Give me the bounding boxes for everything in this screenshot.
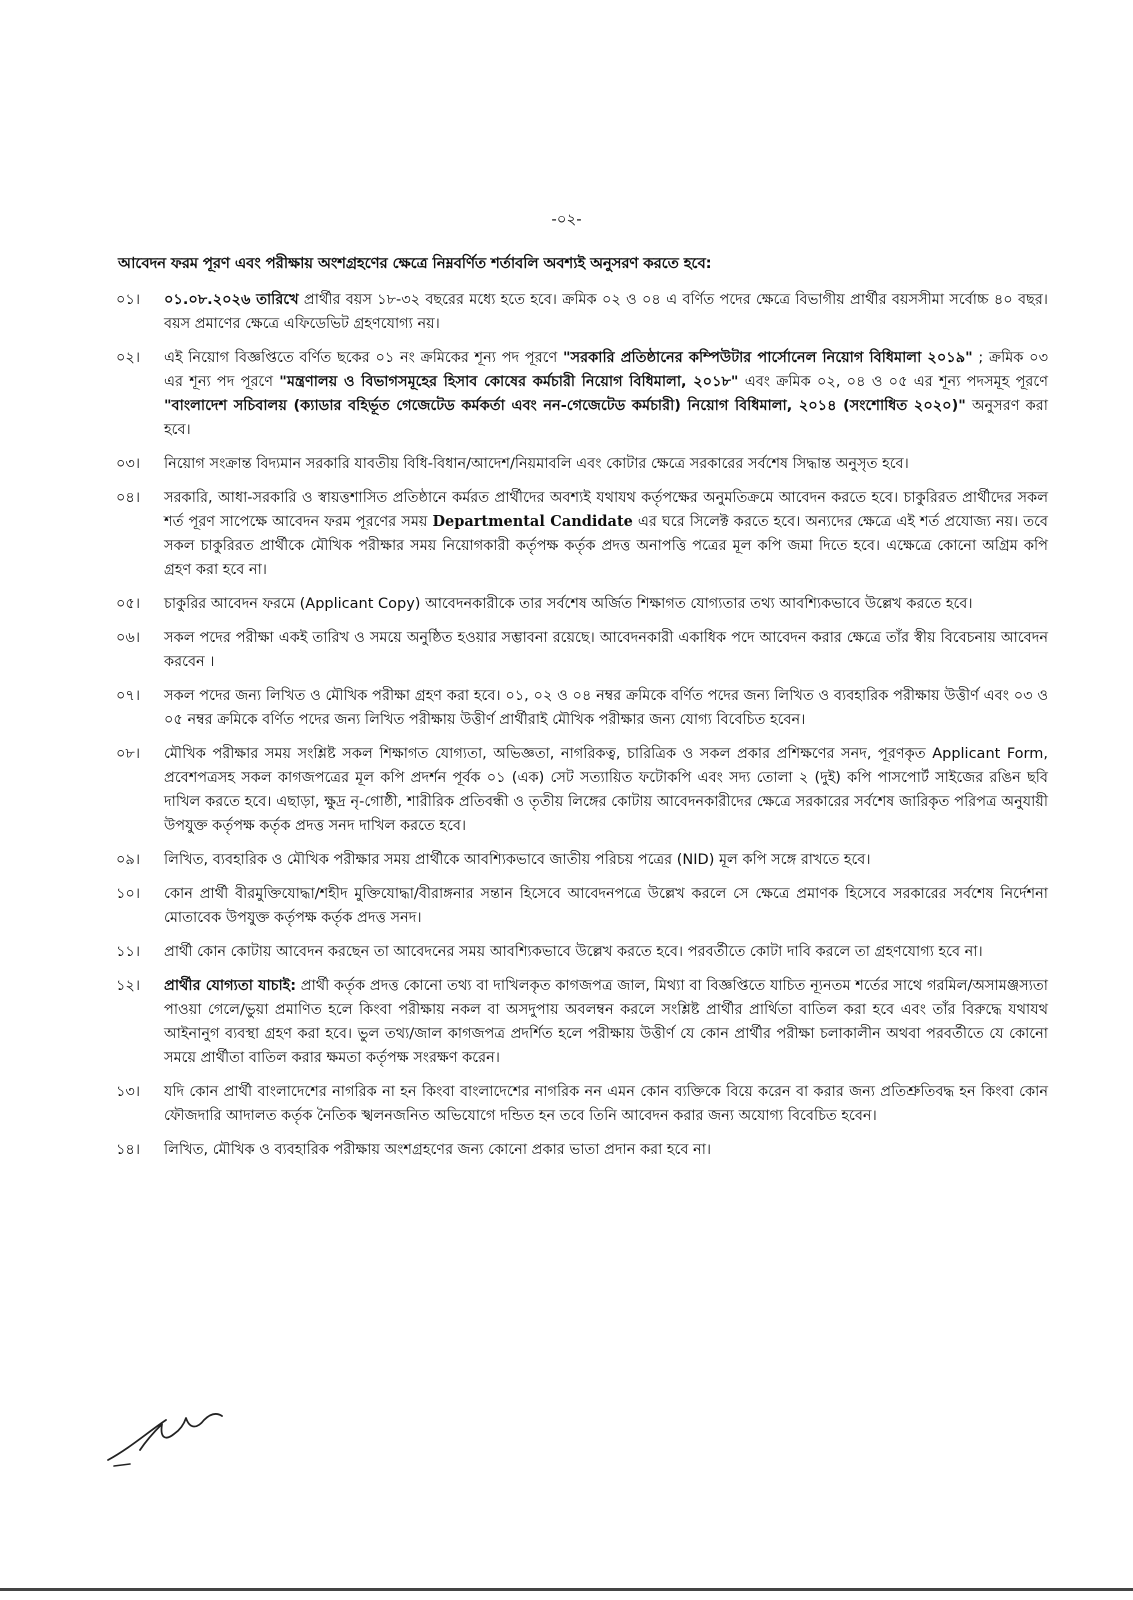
condition-item-05 bbox=[116, 592, 1048, 616]
item-number: ০২। bbox=[116, 350, 141, 366]
page-number: -০২- bbox=[551, 210, 582, 228]
condition-item-04 bbox=[116, 486, 1048, 582]
item-body: ; ক্রমিক ০৩ এর শূন্য পদ পূরণে bbox=[164, 350, 1048, 390]
item-number: ০৮। bbox=[116, 746, 141, 762]
item-text bbox=[164, 346, 1048, 442]
item-body: এর ঘরে সিলেক্ট করতে হবে। অন্যদের ক্ষেত্রে এই শর্ত প্রযোজ্য নয়। তবে সকল চাকুরিরত প্রার্থীকে মৌখিক পরীক্ষার সময় নিয়োগকারী কর্তৃপক্ষ কর্তৃক প্রদত্ত অনাপত্তি পত্রের মূল কপি জমা দিতে হবে। এক্ষেত্রে কোনো অগ্রিম কপি গ্রহণ করা হবে না। bbox=[164, 514, 1048, 578]
bold-rule-name: "বাংলাদেশ সচিবালয় (ক্যাডার বহির্ভূত গেজেটেড কর্মকর্তা এবং নন-গেজেটেড কর্মচারী) নিয়োগ বিধিমালা, ২০১৪ (সংশোধিত ২০২০)" bbox=[164, 398, 966, 414]
bold-date: ০১.০৮.২০২৬ তারিখে bbox=[164, 292, 299, 308]
condition-item-09 bbox=[116, 848, 1048, 872]
item-body: প্রার্থীর বয়স ১৮-৩২ বছরের মধ্যে হতে হবে। ক্রমিক ০২ ও ০৪ এ বর্ণিত পদের ক্ষেত্রে বিভাগীয় প্রার্থীর বয়সসীমা সর্বোচ্চ ৪০ বছর। বয়স প্রমাণের ক্ষেত্রে এফিডেভিট গ্রহণযোগ্য নয়। bbox=[164, 292, 1048, 332]
bold-rule-name: "সরকারি প্রতিষ্ঠানের কম্পিউটার পার্সোনেল নিয়োগ বিধিমালা ২০১৯" bbox=[562, 350, 973, 366]
condition-item-13 bbox=[116, 1080, 1048, 1128]
bold-eligibility-title: প্রার্থীর যোগ্যতা যাচাই: bbox=[164, 978, 297, 994]
condition-item-10 bbox=[116, 882, 1048, 930]
item-text: লিখিত, ব্যবহারিক ও মৌখিক পরীক্ষার সময় প্রার্থীকে আবশ্যিকভাবে জাতীয় পরিচয় পত্রের (NID) মূল কপি সঙ্গে রাখতে হবে। bbox=[164, 852, 871, 868]
condition-item-01 bbox=[116, 288, 1048, 336]
item-number: ০৩। bbox=[116, 456, 141, 472]
item-text bbox=[164, 288, 1048, 336]
item-text bbox=[164, 486, 1048, 582]
item-number: ০৫। bbox=[116, 596, 141, 612]
bold-departmental-candidate: Departmental Candidate bbox=[432, 513, 633, 530]
item-body: এই নিয়োগ বিজ্ঞপ্তিতে বর্ণিত ছকের ০১ নং ক্রমিকের শূন্য পদ পূরণে bbox=[164, 350, 563, 366]
condition-item-07 bbox=[116, 684, 1048, 732]
signature-scribble bbox=[100, 1390, 240, 1470]
item-number: ১০। bbox=[116, 886, 141, 902]
conditions-heading: আবেদন ফরম পূরণ এবং পরীক্ষায় অংশগ্রহণের ক্ষেত্রে নিম্নবর্ণিত শর্তাবলি অবশ্যই অনুসরণ করতে হবে: bbox=[118, 254, 712, 272]
item-number: ১২। bbox=[116, 978, 141, 994]
item-text: চাকুরির আবেদন ফরমে (Applicant Copy) আবেদনকারীকে তার সর্বশেষ অর্জিত শিক্ষাগত যোগ্যতার তথ্য আবশ্যিকভাবে উল্লেখ করতে হবে। bbox=[164, 596, 973, 612]
condition-item-12 bbox=[116, 974, 1048, 1070]
item-text: কোন প্রার্থী বীরমুক্তিযোদ্ধা/শহীদ মুক্তিযোদ্ধা/বীরাঙ্গনার সন্তান হিসেবে আবেদনপত্রে উল্লেখ করলে সে ক্ষেত্রে প্রমাণক হিসেবে সরকারের সর্বশেষ নির্দেশনা মোতাবেক উপযুক্ত কর্তৃপক্ষ কর্তৃক প্রদত্ত সনদ। bbox=[164, 886, 1048, 926]
item-number: ০৭। bbox=[116, 688, 141, 704]
item-body: অনুসরণ করা হবে। bbox=[164, 398, 1048, 438]
scan-bottom-edge bbox=[0, 1588, 1133, 1591]
item-number: ০৯। bbox=[116, 852, 141, 868]
conditions-list bbox=[116, 288, 1048, 1172]
bold-rule-name: "মন্ত্রণালয় ও বিভাগসমূহের হিসাব কোষের কর্মচারী নিয়োগ বিধিমালা, ২০১৮" bbox=[279, 374, 739, 390]
item-body: সরকারি, আধা-সরকারি ও স্বায়ত্তশাসিত প্রতিষ্ঠানে কর্মরত প্রার্থীদের অবশ্যই যথাযথ কর্তৃপক্ষের অনুমতিক্রমে আবেদন করতে হবে। চাকুরিরত প্রার্থীদের সকল শর্ত পূরণ সাপেক্ষে আবেদন ফরম পূরণের সময় bbox=[164, 490, 1048, 530]
item-text bbox=[164, 974, 1048, 1070]
item-number: ১৪। bbox=[116, 1142, 141, 1158]
condition-item-06 bbox=[116, 626, 1048, 674]
item-text: মৌখিক পরীক্ষার সময় সংশ্লিষ্ট সকল শিক্ষাগত যোগ্যতা, অভিজ্ঞতা, নাগরিকত্ব, চারিত্রিক ও সকল প্রকার প্রশিক্ষণের সনদ, পূরণকৃত Applicant Form, প্রবেশপত্রসহ সকল কাগজপত্রের মূল কপি প্রদর্শন পূর্বক ০১ (এক) সেট সত্যায়িত ফটোকপি এবং সদ্য তোলা ২ (দুই) কপি পাসপোর্ট সাইজের রঙিন ছবি দাখিল করতে হবে। এছাড়া, ক্ষুদ্র নৃ-গোষ্ঠী, শারীরিক প্রতিবন্ধী ও তৃতীয় লিঙ্গের কোটায় আবেদনকারীদের ক্ষেত্রে সরকারের সর্বশেষ জারিকৃত পরিপত্র অনুযায়ী উপযুক্ত কর্তৃপক্ষ কর্তৃক প্রদত্ত সনদ দাখিল করতে হবে। bbox=[164, 746, 1048, 834]
item-number: ১১। bbox=[116, 944, 141, 960]
item-text: যদি কোন প্রার্থী বাংলাদেশের নাগরিক না হন কিংবা বাংলাদেশের নাগরিক নন এমন কোন ব্যক্তিকে বিয়ে করেন বা করার জন্য প্রতিশ্রুতিবদ্ধ হন কিংবা কোন ফৌজদারি আদালত কর্তৃক নৈতিক স্খলনজনিত অভিযোগে দন্ডিত হন তবে তিনি আবেদন করার জন্য অযোগ্য বিবেচিত হবেন। bbox=[164, 1084, 1048, 1124]
item-body: এবং ক্রমিক ০২, ০৪ ও ০৫ এর শূন্য পদসমূহ পূরণে bbox=[738, 374, 1048, 390]
item-number: ০১। bbox=[116, 292, 141, 308]
item-text: নিয়োগ সংক্রান্ত বিদ্যমান সরকারি যাবতীয় বিধি-বিধান/আদেশ/নিয়মাবলি এবং কোটার ক্ষেত্রে সরকারের সর্বশেষ সিদ্ধান্ত অনুসৃত হবে। bbox=[164, 456, 909, 472]
item-text: সকল পদের জন্য লিখিত ও মৌখিক পরীক্ষা গ্রহণ করা হবে। ০১, ০২ ও ০৪ নম্বর ক্রমিকে বর্ণিত পদের জন্য লিখিত ও ব্যবহারিক পরীক্ষায় উত্তীর্ণ এবং ০৩ ও ০৫ নম্বর ক্রমিকে বর্ণিত পদের জন্য লিখিত পরীক্ষায় উত্তীর্ণ প্রার্থীরাই মৌখিক পরীক্ষার জন্য যোগ্য বিবেচিত হবেন। bbox=[164, 688, 1048, 728]
condition-item-03 bbox=[116, 452, 1048, 476]
condition-item-02 bbox=[116, 346, 1048, 442]
condition-item-14 bbox=[116, 1138, 1048, 1162]
item-text: লিখিত, মৌখিক ও ব্যবহারিক পরীক্ষায় অংশগ্রহণের জন্য কোনো প্রকার ভাতা প্রদান করা হবে না। bbox=[164, 1142, 712, 1158]
item-number: ০৬। bbox=[116, 630, 141, 646]
item-text: প্রার্থী কোন কোটায় আবেদন করছেন তা আবেদনের সময় আবশ্যিকভাবে উল্লেখ করতে হবে। পরবর্তীতে কোটা দাবি করলে তা গ্রহণযোগ্য হবে না। bbox=[164, 944, 983, 960]
condition-item-08 bbox=[116, 742, 1048, 838]
item-text: সকল পদের পরীক্ষা একই তারিখ ও সময়ে অনুষ্ঠিত হওয়ার সম্ভাবনা রয়েছে। আবেদনকারী একাধিক পদে আবেদন করার ক্ষেত্রে তাঁর স্বীয় বিবেচনায় আবেদন করবেন । bbox=[164, 630, 1048, 670]
condition-item-11 bbox=[116, 940, 1048, 964]
item-number: ০৪। bbox=[116, 490, 141, 506]
item-number: ১৩। bbox=[116, 1084, 141, 1100]
item-body: প্রার্থী কর্তৃক প্রদত্ত কোনো তথ্য বা দাখিলকৃত কাগজপত্র জাল, মিথ্যা বা বিজ্ঞপ্তিতে যাচিত ন্যূনতম শর্তের সাথে গরমিল/অসামঞ্জস্যতা পাওয়া গেলে/ভুয়া প্রমাণিত হলে কিংবা পরীক্ষায় নকল বা অসদুপায় অবলম্বন করলে সংশ্লিষ্ট প্রার্থীর প্রার্থিতা বাতিল করা হবে এবং তাঁর বিরুদ্ধে যথাযথ আইনানুগ ব্যবস্থা গ্রহণ করা হবে। ভুল তথ্য/জাল কাগজপত্র প্রদর্শিত হলে পরীক্ষায় উত্তীর্ণ যে কোন প্রার্থীর পরীক্ষা চলাকালীন অথবা পরবর্তীতে যে কোনো সময়ে প্রার্থীতা বাতিল করার ক্ষমতা কর্তৃপক্ষ সংরক্ষণ করেন। bbox=[164, 978, 1048, 1066]
